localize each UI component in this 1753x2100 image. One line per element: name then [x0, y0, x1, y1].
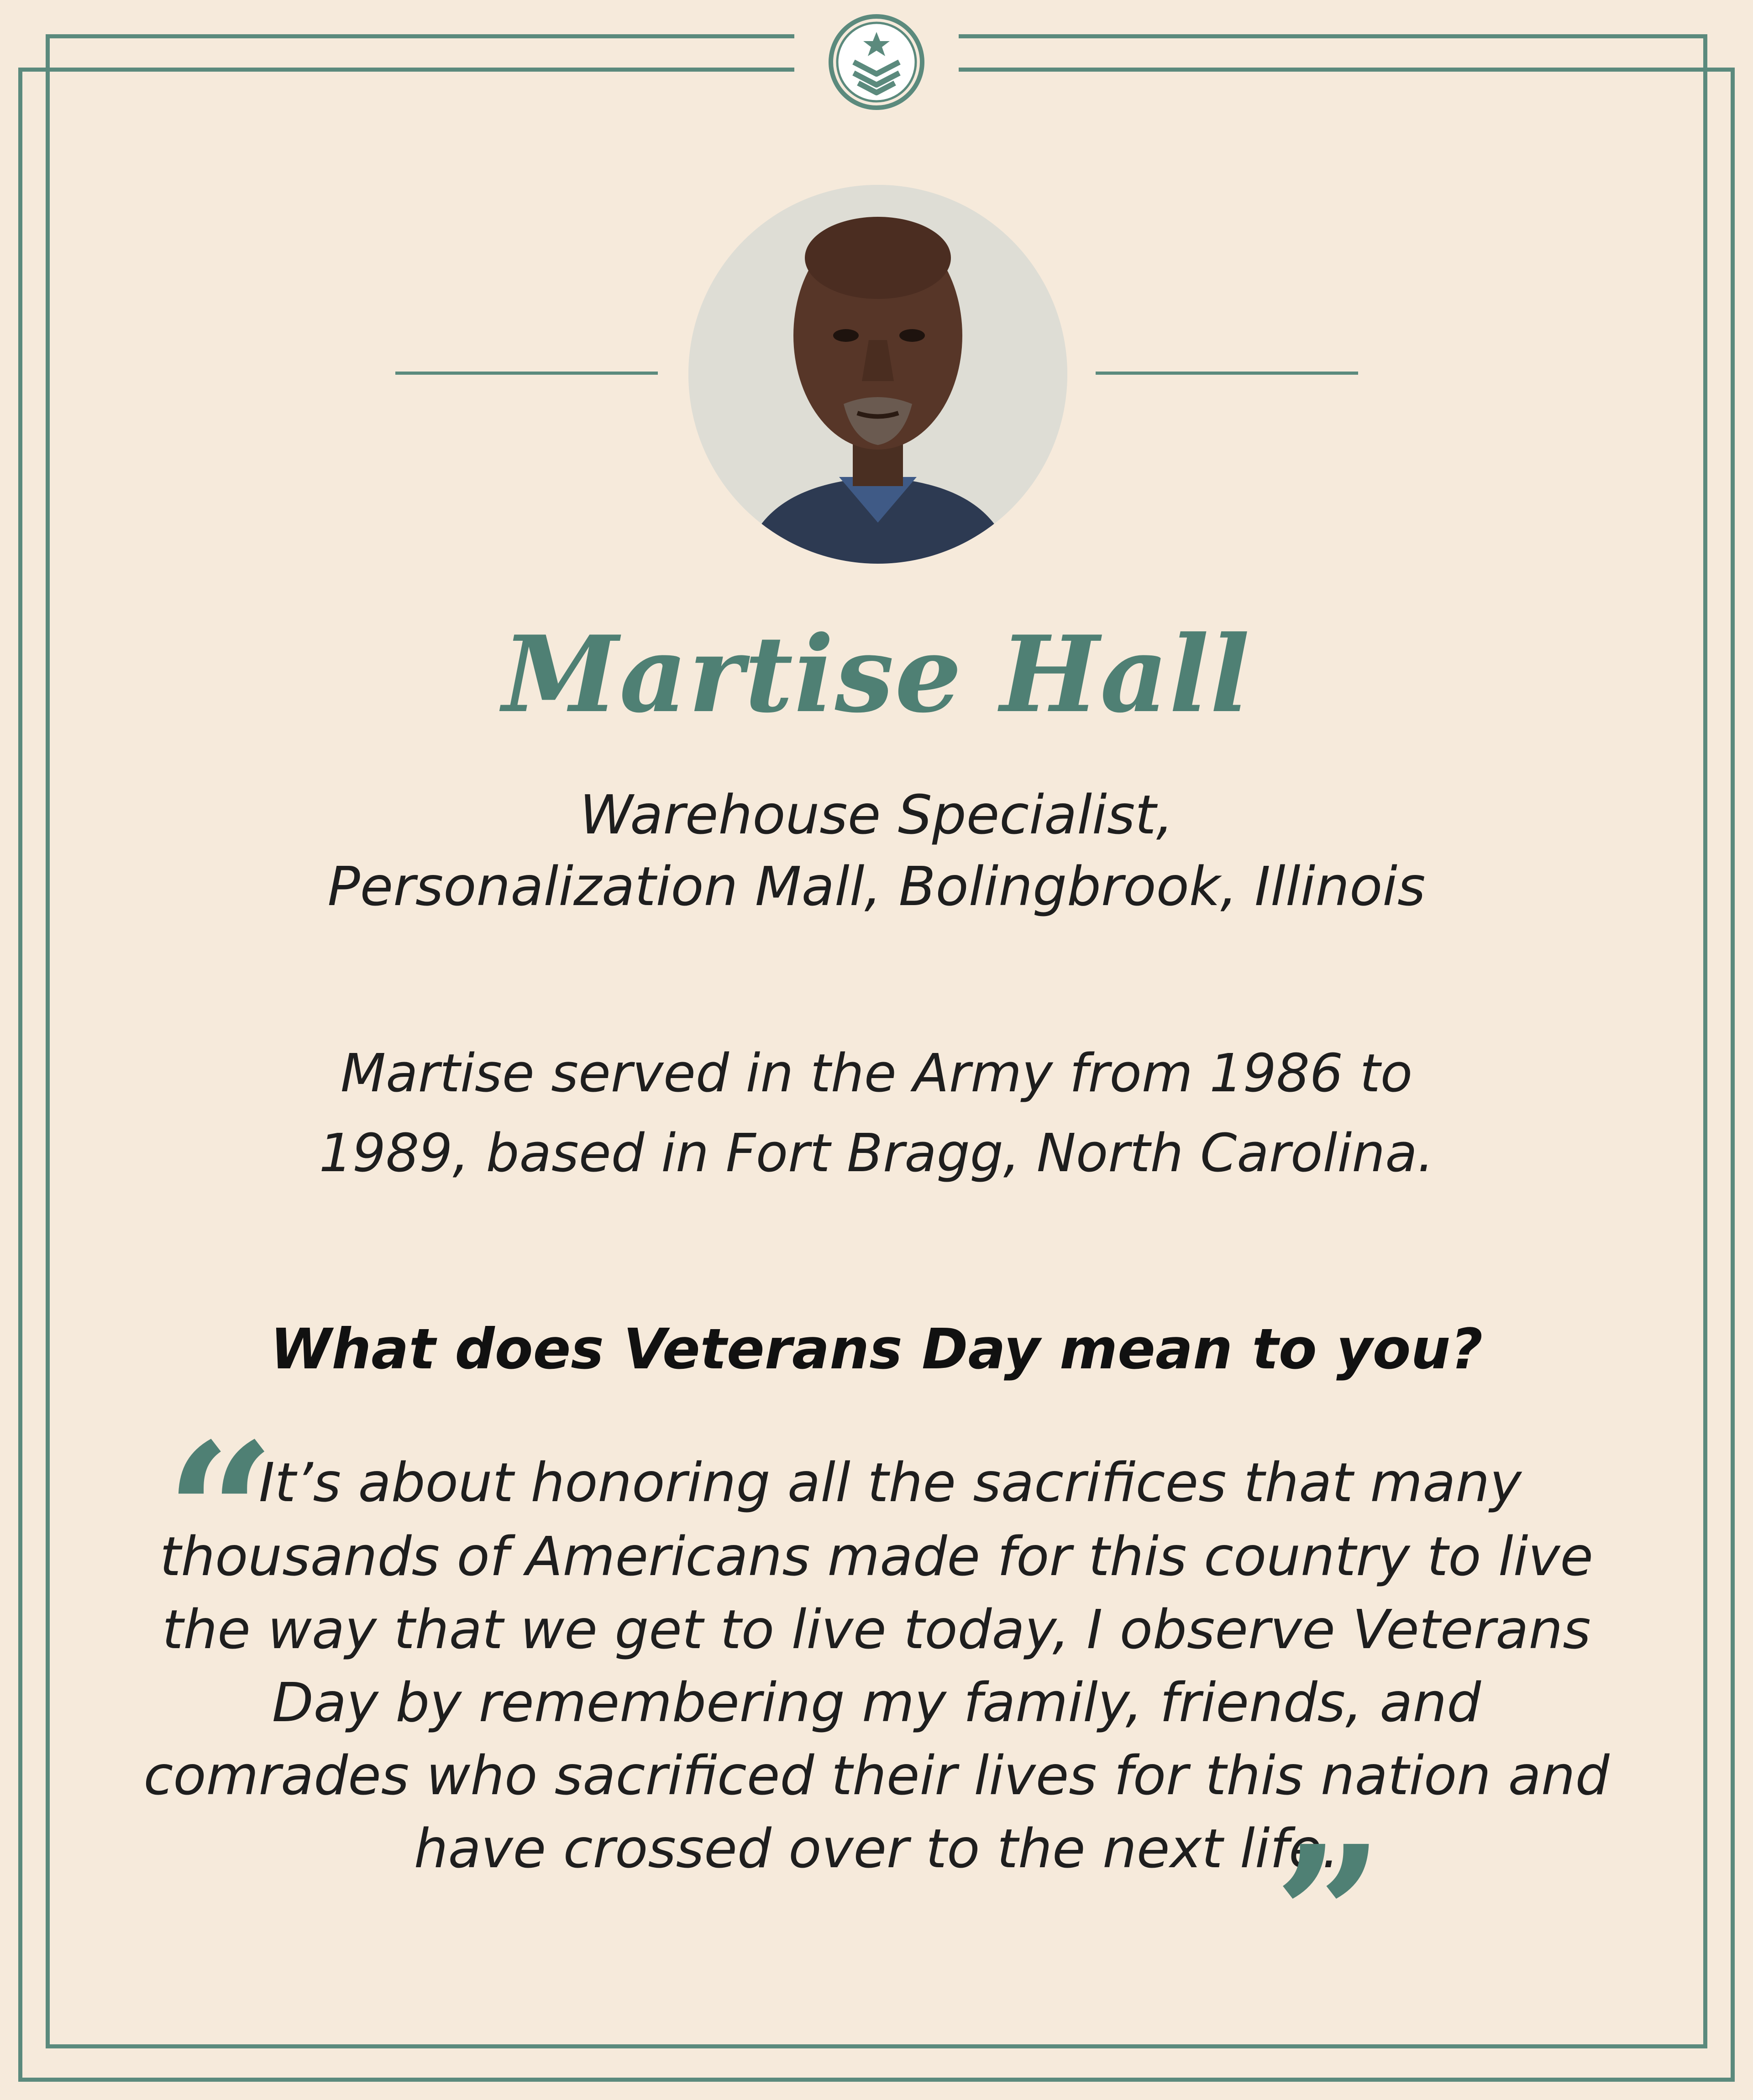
avatar-portrait: [688, 185, 1067, 564]
quote-line: Day by remembering my family, friends, and: [272, 1671, 1481, 1734]
quote-line: thousands of Americans made for this country to live: [160, 1525, 1593, 1588]
company-location: Personalization Mall, Bolingbrook, Illinois: [327, 855, 1426, 918]
avatar: [688, 185, 1067, 564]
military-rank-badge-icon: [827, 13, 926, 111]
divider-right: [1096, 372, 1358, 375]
service-line-1: Martise served in the Army from 1986 to: [340, 1043, 1413, 1104]
person-name: Martise Hall: [502, 613, 1251, 736]
quote-line: have crossed over to the next life.: [414, 1817, 1339, 1880]
divider-left: [395, 372, 658, 375]
quote-line: comrades who sacrificed their lives for this nation and: [143, 1744, 1610, 1807]
question-heading: What does Veterans Day mean to you?: [270, 1317, 1483, 1382]
close-quote-icon: ”: [1274, 1804, 1384, 2029]
service-line-2: 1989, based in Fort Bragg, North Carolina.: [319, 1123, 1434, 1184]
open-quote-icon: “: [165, 1402, 276, 1627]
quote-line: It’s about honoring all the sacrifices that many: [258, 1451, 1522, 1514]
quote-line: the way that we get to live today, I observe Veterans: [162, 1598, 1591, 1661]
job-title: Warehouse Specialist,: [579, 783, 1174, 846]
